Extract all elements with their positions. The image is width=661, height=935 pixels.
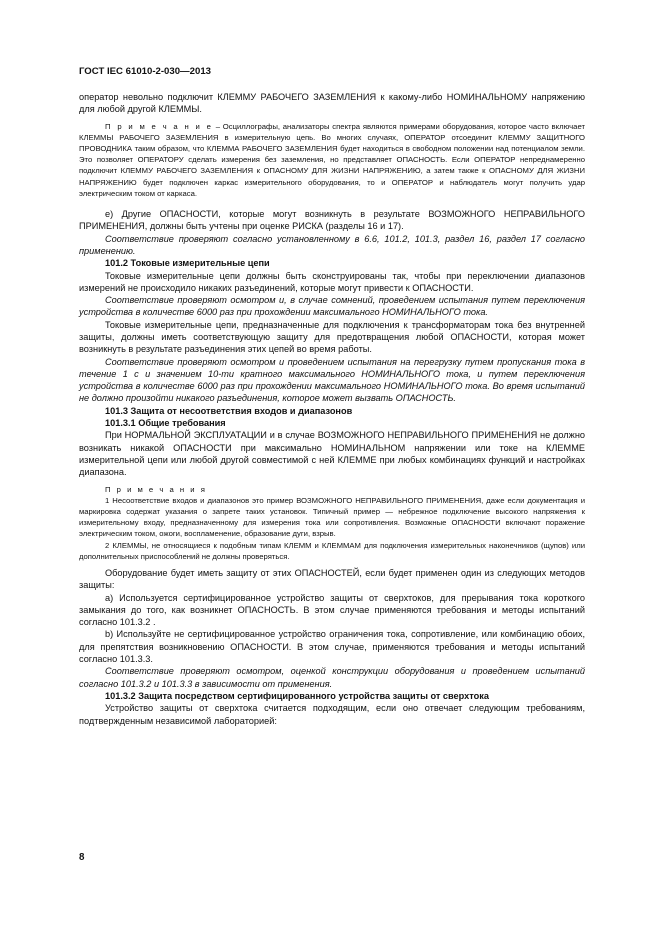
note-2-item-2: 2 КЛЕММЫ, не относящиеся к подобным типам КЛЕММ и КЛЕММАМ для подключения измерительных наконечников (щупов) или дополнительных приспособлений не должны проверяться.: [79, 540, 585, 561]
compliance-text-2: Соответствие проверяют осмотром и, в случае сомнений, проведением испытания путем переключения устройства в количестве 6000 раз при прохождении максимального НОМИНАЛЬНОГО тока.: [79, 295, 585, 318]
heading-101-3-2: 101.3.2 Защита посредством сертифицированного устройства защиты от сверхтока: [105, 690, 489, 701]
note-1-label: П р и м е ч а н и е: [105, 121, 213, 131]
note-1-text: Осциллографы, анализаторы спектра являются примерами оборудования, которое часто включает КЛЕММЫ РАБОЧЕГО ЗАЗЕМЛЕНИЯ в измерительную цепь. Во многих случаях, ОПЕРАТОР отсоединит КЛЕММУ ЗАЩИТНОГО ПРОВОДНИКА таким образом, что КЛЕММА РАБОЧЕГО ЗАЗЕМЛЕНИЯ будет находиться в свободном положении над потенциалом земли. Это позволяет ОПЕРАТОРУ сделать измерения без заземления, но представляет ОПАСНОСТЬ. Если ОПЕРАТОР непреднамеренно подключит КЛЕММУ РАБОЧЕГО ЗАЗЕМЛЕНИЯ к ОПАСНОМУ ДЛЯ ЖИЗНИ НАПРЯЖЕНИЮ, а затем также к ОПАСНОМУ ДЛЯ ЖИЗНИ НАПРЯЖЕНИЮ будет подключен каркас измерительного оборудования, то и ОПЕРАТОР и наблюдатель могут получить удар электрическим током от каркаса.: [79, 121, 585, 198]
note-1: [79, 121, 585, 199]
note-1-dash: –: [212, 121, 223, 131]
heading-101-3-1: 101.3.1 Общие требования: [105, 418, 226, 429]
page-number: 8: [79, 852, 85, 863]
compliance-text-3: Соответствие проверяют осмотром и проведением испытания на перегрузку путем пропускания тока в течение 1 с и значением 10-ти кратного максимального НОМИНАЛЬНОГО тока, и путем переключения устройства в количестве 6000 раз при прохождении максимального НОМИНАЛЬНОГО тока. Во время испытаний не должно произойти никакого разъединения, которое может вызвать ОПАСНОСТЬ.: [79, 356, 585, 404]
paragraph-item-e: е) Другие ОПАСНОСТИ, которые могут возникнуть в результате ВОЗМОЖНОГО НЕПРАВИЛЬНОГО ПРИМЕНЕНИЯ, должны быть учтены при оценке РИСКА (разделы 16 и 17).: [79, 209, 585, 232]
paragraph-intro: оператор невольно подключит КЛЕММУ РАБОЧЕГО ЗАЗЕМЛЕНИЯ к какому-либо НОМИНАЛЬНОМУ напряжению для любой другой КЛЕММЫ.: [79, 92, 585, 115]
paragraph-101-2-b: Токовые измерительные цепи, предназначенные для подключения к трансформаторам тока без внутренней защиты, должны иметь соответствующую защиту для предотвращения любой ОПАСНОСТИ, которая может возникнуть в результате разъединения этих цепей во время работы.: [79, 319, 585, 355]
page-header: ГОСТ IEC 61010-2-030—2013: [79, 66, 211, 77]
paragraph-101-2-a: Токовые измерительные цепи должны быть сконструированы так, чтобы при переключении диапазонов измерений не происходило никаких разъединений, которые могут привести к ОПАСНОСТИ.: [79, 270, 585, 293]
paragraph-item-b: b) Используйте не сертифицированное устройство ограничения тока, сопротивление, или комбинацию обоих, для препятствия возникновению ОПАСНОСТИ. В этом случае, применяются требования и методы испытаний согласно 101.3.3.: [79, 629, 585, 665]
note-2-item-1: 1 Несоответствие входов и диапазонов это пример ВОЗМОЖНОГО НЕПРАВИЛЬНОГО ПРИМЕНЕНИЯ, даже если документация и маркировка содержат указания о запрете таких установок. Типичный пример — небрежное подключение высокого напряжения к измерительному входу, предназначенному для измерения тока или сопротивления. Возможные ОПАСНОСТИ включают поражение электрическим током, ожоги, воспламенение, образование дуги, взрыв.: [79, 495, 585, 539]
paragraph-101-3-2: Устройство защиты от сверхтока считается подходящим, если оно отвечает следующим требованиям, подтвержденным независимой лабораторией:: [79, 703, 585, 726]
compliance-text-4: Соответствие проверяют осмотром, оценкой конструкции оборудования и проведением испытаний согласно 101.3.2 и 101.3.3 в зависимости от применения.: [79, 666, 585, 689]
paragraph-101-3-1: При НОРМАЛЬНОЙ ЭКСПЛУАТАЦИИ и в случае ВОЗМОЖНОГО НЕПРАВИЛЬНОГО ПРИМЕНЕНИЯ не должно возникать никакой ОПАСНОСТИ при максимально НОМИНАЛЬНОМ напряжении или токе на КЛЕММЕ измерительной цепи или любой другой совместимой с ней КЛЕММЕ при любых комбинациях функций и настройках диапазона.: [79, 430, 585, 478]
paragraph-protection: Оборудование будет иметь защиту от этих ОПАСНОСТЕЙ, если будет применен один из следующих методов защиты:: [79, 567, 585, 591]
page-content: [79, 91, 585, 727]
paragraph-item-a: a) Используется сертифицированное устройство защиты от сверхтоков, для прерывания тока короткого замыкания до того, как возникнет ОПАСНОСТЬ. В этом случае применяются требования и методы испытаний согласно 101.3.2 .: [79, 592, 585, 628]
notes-2-label: П р и м е ч а н и я: [105, 484, 207, 494]
compliance-text-1: Соответствие проверяют согласно установленному в 6.6, 101.2, 101.3, раздел 16, раздел 17 согласно применению.: [79, 233, 585, 256]
heading-101-2: 101.2 Токовые измерительные цепи: [105, 258, 270, 269]
heading-101-3: 101.3 Защита от несоответствия входов и диапазонов: [105, 405, 353, 416]
